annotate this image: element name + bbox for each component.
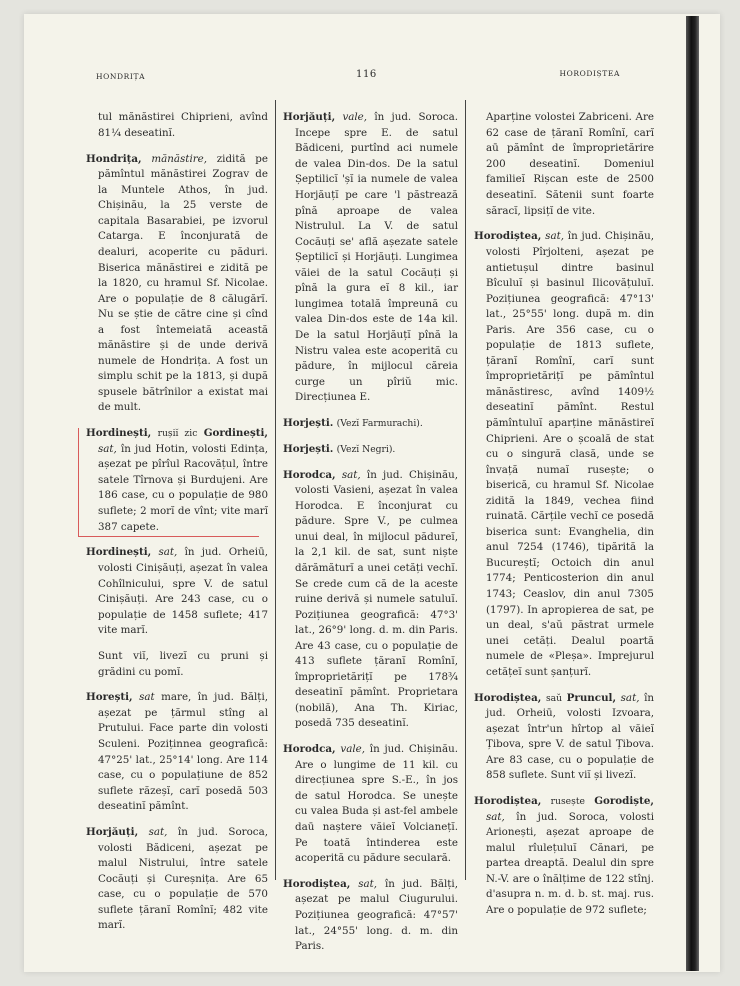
column-3 [474,100,654,928]
page-number: 116 [356,69,377,80]
entry-body: în jud. Orheiū, volosti Cinișăuți, așezat în valea Cohîlnicului, spre V. de satul Cinișăuți. Are 243 case, cu o populație de 1458 suflete; 417 vite marĭ. [98,546,268,637]
entry-headword: Horjăuți, [86,826,139,839]
entry-body: zidită pe pămîntul mănăstirei Zograv de la Muntele Athos, în jud. Chișinău, la 25 verste de capitala Basarabiei, pe izvorul Catarga. E înconjurată de dealuri, acoperite cu păduri. Biserica mănăstirei e zidită pe la 1820, cu hramul Sf. Nicolae. Are o populație de 8 călugărĭ. Nu se știe de către cine și cînd a fost întemeiată această mănăstire și de unde derivă numele de Hondrița. A fost un simplu schit pe la 1813, și după spusele bătrînilor a existat mai de mult. [98,152,268,414]
entry-headword: Hordinești, [86,546,152,559]
entry-qualifier: vale, [342,111,368,124]
entry-note: saŭ [545,692,563,704]
header-right-guideword: HORODIȘTEA [559,69,620,78]
entry-body: în jud. Orheiū, volosti Izvoara, așezat într'un hîrtop al văieĭ Țibova, spre V. de satul Țibova. Are 83 case, cu o populație de 858 suflete. Sunt viĭ și livezĭ. [486,691,654,782]
entry-qualifier: sat, [545,230,564,243]
entry-qualifier: sat, [158,546,178,559]
entry-qualifier: mănăstire, [151,152,208,165]
entry-continuation [86,649,268,680]
entry-qualifier: sat, [358,877,378,890]
entry-note: (Vezĭ Farmurachi). [336,417,423,429]
entry-body: Sunt viĭ, livezĭ cu pruni și grădini cu pomĭ. [98,649,268,678]
dictionary-entry [86,690,268,814]
dictionary-entry [86,545,268,638]
dictionary-entry [283,468,458,732]
entry-body: tul mănăstirei Chiprieni, avînd 81¼ deseatinĭ. [98,111,268,139]
entry-body: Aparține volostei Zabriceni. Are 62 case de țăranĭ Romînĭ, carĭ aū pămînt de împroprietărire 200 deseatinĭ. Domeniul familieĭ Rișcan este de 2500 deseatinĭ. Sătenii sunt foarte săracĭ, lipsițĭ de vite. [486,111,654,217]
dictionary-entry [474,229,654,680]
entry-headword: Horjești. [283,442,334,455]
entry-body: în jud Hotin, volosti Edința, așezat pe pîrîul Racovățul, între satele Tîrnova și Burdujeni. Are 186 case, cu o populație de 980 suflete; 2 morĭ de vînt; vite marĭ 387 capete. [98,442,268,533]
entry-headword: Hordinești, [86,427,152,440]
column-2 [283,100,458,964]
dictionary-entry [474,691,654,784]
entry-body: în jud. Soroca, volosti Arionești, așezat aproape de malul rîulețuluĭ Cănari, pe partea dreaptă. Dealul din spre N.-V. are o înălțime de 122 stînj. d'asupra n. m. d. b. st. maj. rus. Are o populație de 972 suflete; [486,810,654,916]
dictionary-entry [86,426,268,535]
running-header [96,66,620,84]
entry-body: în jud. Chișinău, volosti Pîrjolteni, așezat pe antietușul dintre basinul Bîculuĭ și basinul Ilicovățuluĭ. Pozițiunea geografică: 47°13' lat., 25°55' long. după m. din Paris. Are 356 case, cu o populație de 1813 suflete, țăranĭ Romînĭ, carĭ sunt împroprietărițĭ pe pămîntul mănăstiresc, avînd 1409½ deseatinĭ pămînt. Restul pămîntuluĭ aparține mănăstireĭ Chiprieni. Are o școală de stat cu o singură clasă, unde se învață numaĭ rusește; o biserică, cu hramul Sf. Nicolae zidită la 1849, vechea fiind ruinată. Cărțile vechĭ ce posedă biserica sunt: Evanghelia, din anul 7254 (1746), tipărită la Bucureștĭ; Octoich din anul 1774; Penticosterion din anul 1743; Ceaslov, din anul 7305 (1797). In apropierea de sat, pe un deal, s'aŭ păstrat urmele unei cetăți. Dealul poartă numele de «Pleșa». Imprejurul cetățeĭ sunt șanțurĭ. [486,230,654,678]
entry-headword: Horodiștea, [474,795,542,808]
entry-body: mare, în jud. Bălți, așezat pe țărmul stîng al Prutului. Face parte din volosti Sculeni. Poziținnea geografică: 47°25' lat., 25°14' long. Are 114 case, cu o populațiune de 852 suflete răzeșĭ, carĭ posedă 503 deseatinĭ pămînt. [98,691,269,813]
entry-qualifier: sat, [486,810,505,823]
dictionary-entry [283,742,458,866]
dictionary-entry [283,416,458,432]
entry-note: (Vezĭ Negri). [336,443,396,455]
column-rule-2 [465,100,466,880]
dictionary-entry [283,877,458,955]
entry-headword: Horodca, [283,468,336,481]
entry-qualifier: sat [139,691,155,704]
entry-headword: Hondrița, [86,152,142,165]
entry-headword: Horodca, [283,743,336,756]
entry-note: rușiĭ zic [157,428,198,440]
entry-continuation [86,110,268,141]
entry-body: în jud. Chișinău. Are o lungime de 11 kil. cu direcțiunea spre S.-E., în jos de satul Horodca. Se unește cu valea Buda și ast-fel ambele daū naștere văieĭ Volcianețĭ. Pe toată întinderea este acoperită cu pădure seculară. [295,743,458,865]
entry-qualifier: vale, [340,743,366,756]
entry-qualifier: sat, [148,826,168,839]
entry-body: în jud. Bălți, așezat pe malul Ciugurului. Pozițiunea geografică: 47°57' lat., 24°55' long. d. m. din Paris. [295,877,458,953]
entry-headword: Horjăuți, [283,111,336,124]
entry-alt-headword: Gorodiște, [594,795,654,808]
entry-headword: Horjești. [283,416,334,429]
dictionary-entry [474,794,654,918]
entry-qualifier: sat, [341,468,361,481]
entry-note: rusește [550,796,585,808]
entry-body: în jud. Soroca, volosti Bădiceni, așezat pe malul Nistrului, între satele Cocăuți și Cureșnița. Are 65 case, cu o populație de 570 suflete țăranĭ Romînĭ; 482 vite marĭ. [98,826,268,932]
entry-body: în jud. Soroca. Incepe spre E. de satul Bădiceni, purtînd aci numele de valea Din-dos. De la satul Șeptilicĭ 'șĭ ia numele de valea Horjăuțĭ pe care 'l păstrează pînă aproape de valea Nistrulul. La V. de satul Cocăuți se' află așezate satele Șeptilicĭ și Horjăuți. Lungimea văiei de la satul Cocăuți și pînă la gura eĭ 8 kil., iar lungimea totală împreună cu valea Din-dos este de 14a kil. De la satul Horjăuțĭ pînă la Nistru valea este acoperită cu pădure, în mijlocul căreia curge un pîriŭ mic. Direcțiunea E. [295,111,459,404]
header-left-guideword: HONDRIȚA [96,72,146,81]
entry-alt-headword: Pruncul, [566,691,617,704]
column-rule-1 [275,100,276,880]
dictionary-entry [86,152,268,416]
entry-qualifier: sat, [98,442,117,455]
dictionary-entry [283,442,458,458]
entry-continuation [474,110,654,219]
entry-qualifier: sat, [620,691,640,704]
entry-alt-headword: Gordinești, [203,427,268,440]
dictionary-entry [86,825,268,934]
entry-headword: Horodiștea, [474,230,542,243]
binding-shadow-edge [686,16,699,971]
column-1 [86,100,268,943]
entry-headword: Horodiștea, [283,877,351,890]
entry-body: în jud. Chișinău, volosti Vasieni, așezat în valea Horodca. E înconjurat cu pădure. Spre V., pe culmea unui deal, în mijlocul pădureĭ, la 2,1 kil. de sat, sunt niște dărămăturĭ a unei cetăți vechĭ. Se crede cum că de la aceste ruine derivă și numele satuluĭ. Pozițiunea geografică: 47°3' lat., 26°9' long. d. m. din Paris. Are 43 case, cu o populație de 413 suflete țăranĭ Romînĭ, împroprietărițĭ pe 178¾ deseatinĭ pămînt. Proprietara (nobilă), Ana Th. Kiriac, posedă 735 deseatinĭ. [295,468,458,730]
entry-headword: Horodiștea, [474,691,542,704]
red-pencil-mark [78,428,259,537]
entry-headword: Horești, [86,691,133,704]
dictionary-entry [283,110,458,405]
